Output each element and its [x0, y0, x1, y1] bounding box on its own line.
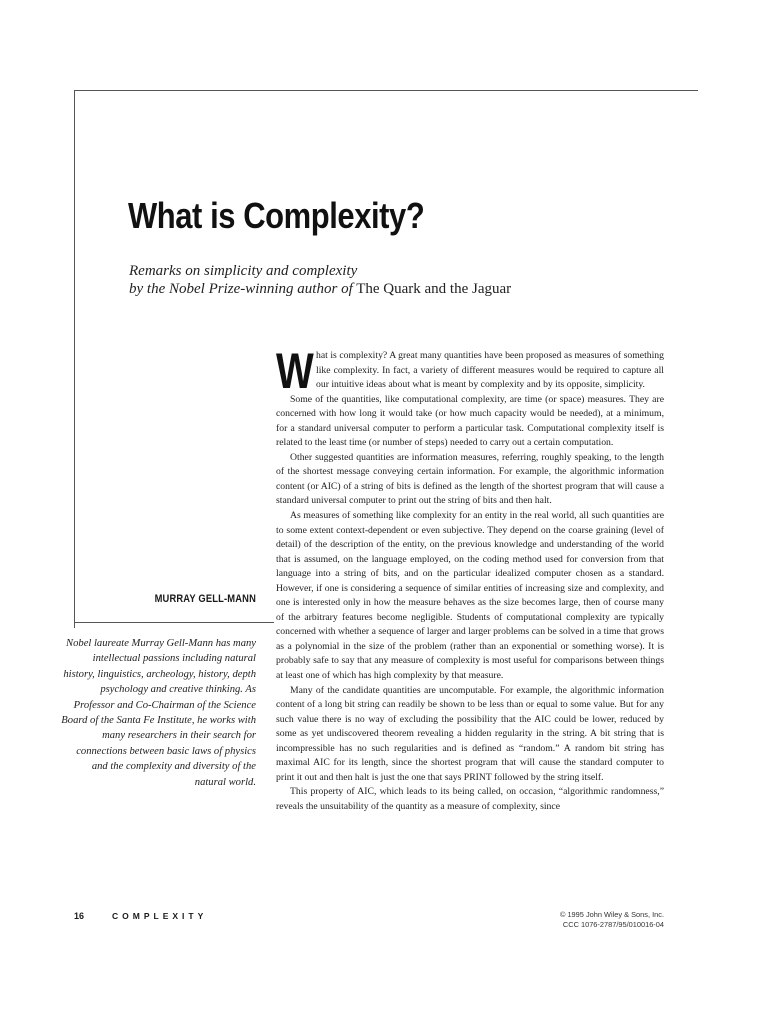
- body-paragraph-3: Other suggested quantities are information measures, referring, roughly speaking, to the length of the shortest message conveying certain information. For example, the algorithmic information content (or AIC) of a string of bits is defined as the length of the shortest program that will cause a standard universal computer to print out the string of bits and then halt.: [276, 451, 664, 507]
- author-bio: Nobel laureate Murray Gell-Mann has many intellectual passions including natural history, linguistics, archeology, history, depth psychology and creative thinking. As Professor and Co-Chairman of the Science Board of the Santa Fe Institute, he works with many researchers in their search for connections between basic laws of physics and the complexity and diversity of the natural world.: [61, 638, 256, 788]
- book-title: The Quark and the Jaguar: [356, 281, 512, 297]
- body-paragraph-5: Many of the candidate quantities are uncomputable. For example, the algorithmic information content of a long bit string can readily be shown to be less than or equal to some value. But for any such value there is no way of excluding the possibility that the AIC could be lower, reduced by some as yet undiscovered theorem revealing a hidden regularity in the string. A bit string that is incompressible has no such regularities and is defined as “random.” A random bit string has maximal AIC for its length, since the shortest program that will cause the standard computer to print it out and then halt is just the one that says PRINT followed by the string itself.: [276, 684, 664, 783]
- journal-name: COMPLEXITY: [112, 911, 208, 921]
- body-paragraph-1: hat is complexity? A great many quantities have been proposed as measures of something like complexity. In fact, a variety of different measures would be required to capture all our intuitive ideas about what is meant by complexity and by its opposite, simplicity.: [316, 350, 664, 391]
- copyright-line-2: CCC 1076-2787/95/010016-04: [562, 919, 664, 929]
- copyright-notice: [560, 910, 664, 929]
- author-name: MURRAY GELL-MANN: [154, 593, 256, 605]
- drop-cap: W: [276, 343, 314, 399]
- article-body: [276, 343, 664, 815]
- body-paragraph-6: This property of AIC, which leads to its being called, on occasion, “algorithmic randomness,” reveals the unsuitability of the quantity as a measure of complexity, since: [276, 786, 664, 812]
- page-number: 16: [74, 911, 85, 921]
- sidebar-rule: [74, 622, 274, 623]
- subtitle-line-1: Remarks on simplicity and complexity: [129, 263, 358, 279]
- body-paragraph-4: As measures of something like complexity for an entity in the real world, all such quantities are to some extent context-dependent or even subjective. They depend on the coarse graining (level of detail) of the description of the entity, on the previous knowledge and understanding of the world that is assumed, on the language employed, on the coding method used for conversion from that language into a string of bits, and on the particular idealized computer chosen as a standard. However, if one is considering a sequence of similar entities of increasing size and complexity, and one is interested only in how the measure behaves as the size becomes large, then of course many of the arbitrary features become negligible. Students of computational complexity are typically concerned with whether a sequence of larger and larger problems can be solved in a time that grows as a polynomial in the size of the problem (rather than an exponential or something worse). It is probably safe to say that any measure of complexity is most useful for comparisons between things at least one of which has high complexity by that measure.: [276, 510, 664, 682]
- subtitle-line-2: by the Nobel Prize-winning author of: [129, 281, 353, 297]
- top-rule: [74, 90, 698, 91]
- copyright-line-1: © 1995 John Wiley & Sons, Inc.: [559, 910, 664, 919]
- article-title: What is Complexity?: [128, 195, 425, 236]
- body-paragraph-2: Some of the quantities, like computational complexity, are time (or space) measures. They are concerned with how long it would take (or how much capacity would be needed), at a minimum, for a standard universal computer to perform a particular task. Computational complexity itself is related to the least time (or number of steps) needed to carry out a certain computation.: [276, 393, 664, 449]
- article-subtitle: [129, 262, 511, 298]
- left-rule: [74, 90, 75, 628]
